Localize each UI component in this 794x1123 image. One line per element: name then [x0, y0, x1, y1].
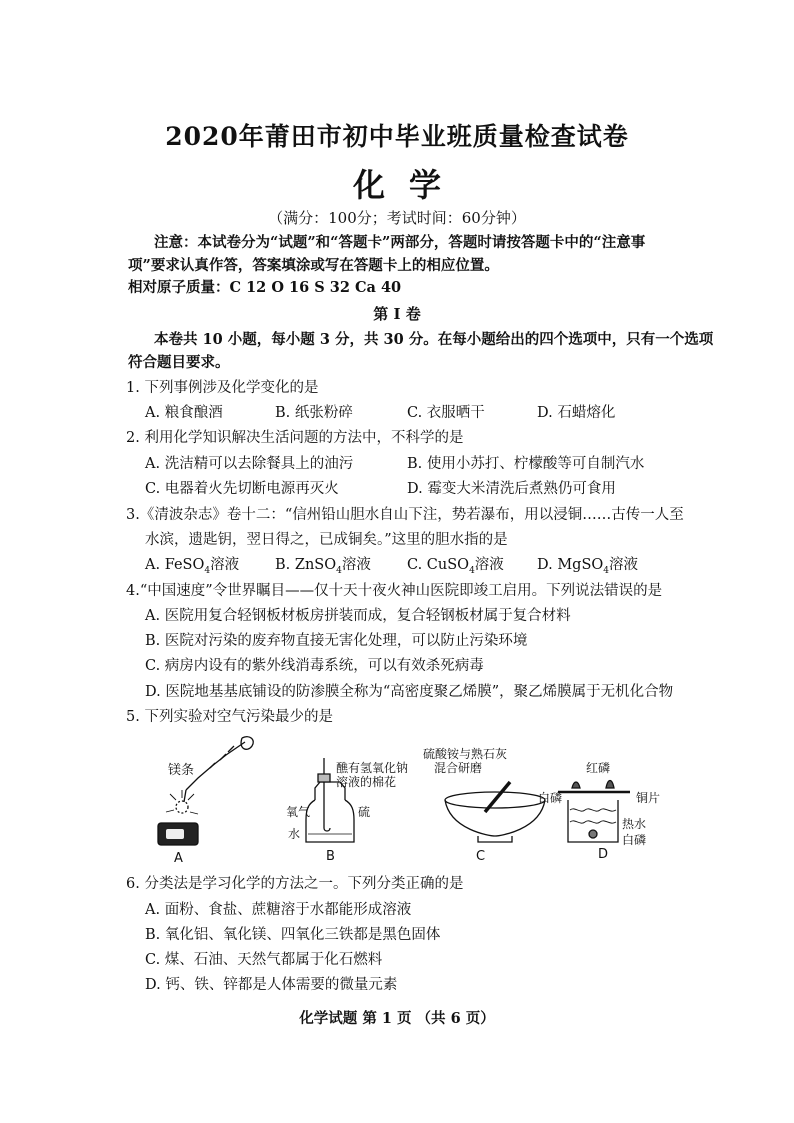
page-footer: 化学试题 第 1 页 （共 6 页） — [299, 1010, 495, 1027]
q6-option-d: D. 钙、铁、锌都是人体需要的微量元素 — [145, 977, 398, 993]
figure-c-label-2: 混合研磨 — [434, 761, 483, 775]
notice-line-1: 注意：本试卷分为“试题”和“答题卡”两部分，答题时请按答题卡中的“注意事 — [154, 234, 646, 251]
notice-line-2: 项”要求认真作答，答案填涂或写在答题卡上的相应位置。 — [128, 257, 499, 274]
figure-d-letter: D — [598, 847, 609, 862]
q3-option-a: A. FeSO$_4$溶液 — [145, 557, 240, 576]
figure-a-letter: A — [174, 851, 183, 865]
q1-option-b: B. 纸张粉碎 — [275, 405, 353, 421]
q4-option-d: D. 医院地基基底铺设的防渗膜全称为“高密度聚乙烯膜”，聚乙烯膜属于无机化合物 — [145, 684, 674, 700]
figure-b-letter: B — [326, 849, 335, 864]
q2-option-b: B. 使用小苏打、柠檬酸等可自制汽水 — [407, 456, 645, 472]
exam-meta: （满分：100分；考试时间：60分钟） — [268, 209, 526, 227]
q4-option-c: C. 病房内设有的紫外线消毒系统，可以有效杀死病毒 — [145, 658, 484, 674]
figure-d-copper-sheet: 铜片 — [636, 791, 661, 805]
page-title: 2020年莆田市初中毕业班质量检查试卷 — [165, 122, 629, 151]
q1-option-d: D. 石蜡熔化 — [537, 405, 616, 421]
q2-option-a: A. 洗洁精可以去除餐具上的油污 — [145, 456, 354, 472]
q2-stem: 2. 利用化学知识解决生活问题的方法中，不科学的是 — [126, 430, 464, 446]
q5-stem: 5. 下列实验对空气污染最少的是 — [126, 709, 333, 725]
figure-b-oxygen-label: 氧气 — [286, 805, 311, 819]
q3-option-c: C. CuSO$_4$溶液 — [407, 557, 504, 576]
q2-option-d: D. 霉变大米清洗后煮熟仍可食用 — [407, 481, 616, 497]
figure-b-label-2: 溶液的棉花 — [336, 775, 397, 789]
figure-d-hot-water: 热水 — [622, 817, 647, 831]
q1-option-a: A. 粮食酿酒 — [145, 405, 223, 421]
q3-option-d: D. MgSO$_4$溶液 — [537, 557, 639, 576]
q4-option-b: B. 医院对污染的废弃物直接无害化处理，可以防止污染环境 — [145, 633, 528, 649]
section-intro-1: 本卷共 10 小题，每小题 3 分，共 30 分。在每小题给出的四个选项中，只有一个选项 — [154, 331, 714, 348]
figure-c-mortar-grinding — [423, 746, 545, 864]
figure-b-label-1: 醮有氢氧化钠 — [336, 761, 409, 775]
section-title: 第 I 卷 — [373, 305, 421, 323]
figure-a-magnesium-burning — [158, 737, 253, 865]
figure-d-white-phosphorus-2: 白磷 — [622, 833, 647, 847]
subject-title: 化学 — [352, 166, 465, 204]
q6-stem: 6. 分类法是学习化学的方法之一。下列分类正确的是 — [126, 876, 464, 892]
q3-stem-1: 3.《清波杂志》卷十二：“信州铅山胆水自山下注，势若瀑布，用以浸铜……古传一人至 — [126, 507, 684, 523]
q1-option-c: C. 衣服晒干 — [407, 405, 485, 421]
figure-b-sulfur-in-oxygen — [286, 758, 408, 864]
figure-d-phosphorus-combustion — [538, 760, 660, 862]
figure-a-label: 镁条 — [168, 763, 195, 778]
q4-stem: 4.“中国速度”令世界瞩目——仅十天十夜火神山医院即竣工启用。下列说法错误的是 — [126, 583, 663, 599]
q1-stem: 1. 下列事例涉及化学变化的是 — [126, 380, 319, 396]
q6-option-b: B. 氧化铝、氧化镁、四氧化三铁都是黑色固体 — [145, 927, 441, 943]
figure-b-water-label: 水 — [288, 827, 301, 841]
figure-c-label-1: 硫酸铵与熟石灰 — [423, 747, 508, 761]
atomic-mass: 相对原子质量：C 12 O 16 S 32 Ca 40 — [128, 279, 402, 296]
q4-option-a: A. 医院用复合轻钢板材板房拼装而成，复合轻钢板材属于复合材料 — [145, 608, 571, 624]
q3-option-b: B. ZnSO$_4$溶液 — [275, 557, 371, 576]
q6-option-c: C. 煤、石油、天然气都属于化石燃料 — [145, 952, 383, 968]
figure-c-letter: C — [476, 849, 486, 864]
q2-option-c: C. 电器着火先切断电源再灭火 — [145, 481, 339, 497]
q5-figures — [140, 730, 680, 865]
section-intro-2: 符合题目要求。 — [128, 354, 230, 371]
q3-stem-2: 水滨，遗匙钥，翌日得之，已成铜矣。”这里的胆水指的是 — [145, 532, 508, 548]
figure-b-sulfur-label: 硫 — [358, 805, 371, 819]
q6-option-a: A. 面粉、食盐、蔗糖溶于水都能形成溶液 — [145, 902, 412, 918]
figure-d-white-phosphorus: 白磷 — [538, 791, 563, 805]
figure-d-red-phosphorus: 红磷 — [586, 761, 611, 775]
